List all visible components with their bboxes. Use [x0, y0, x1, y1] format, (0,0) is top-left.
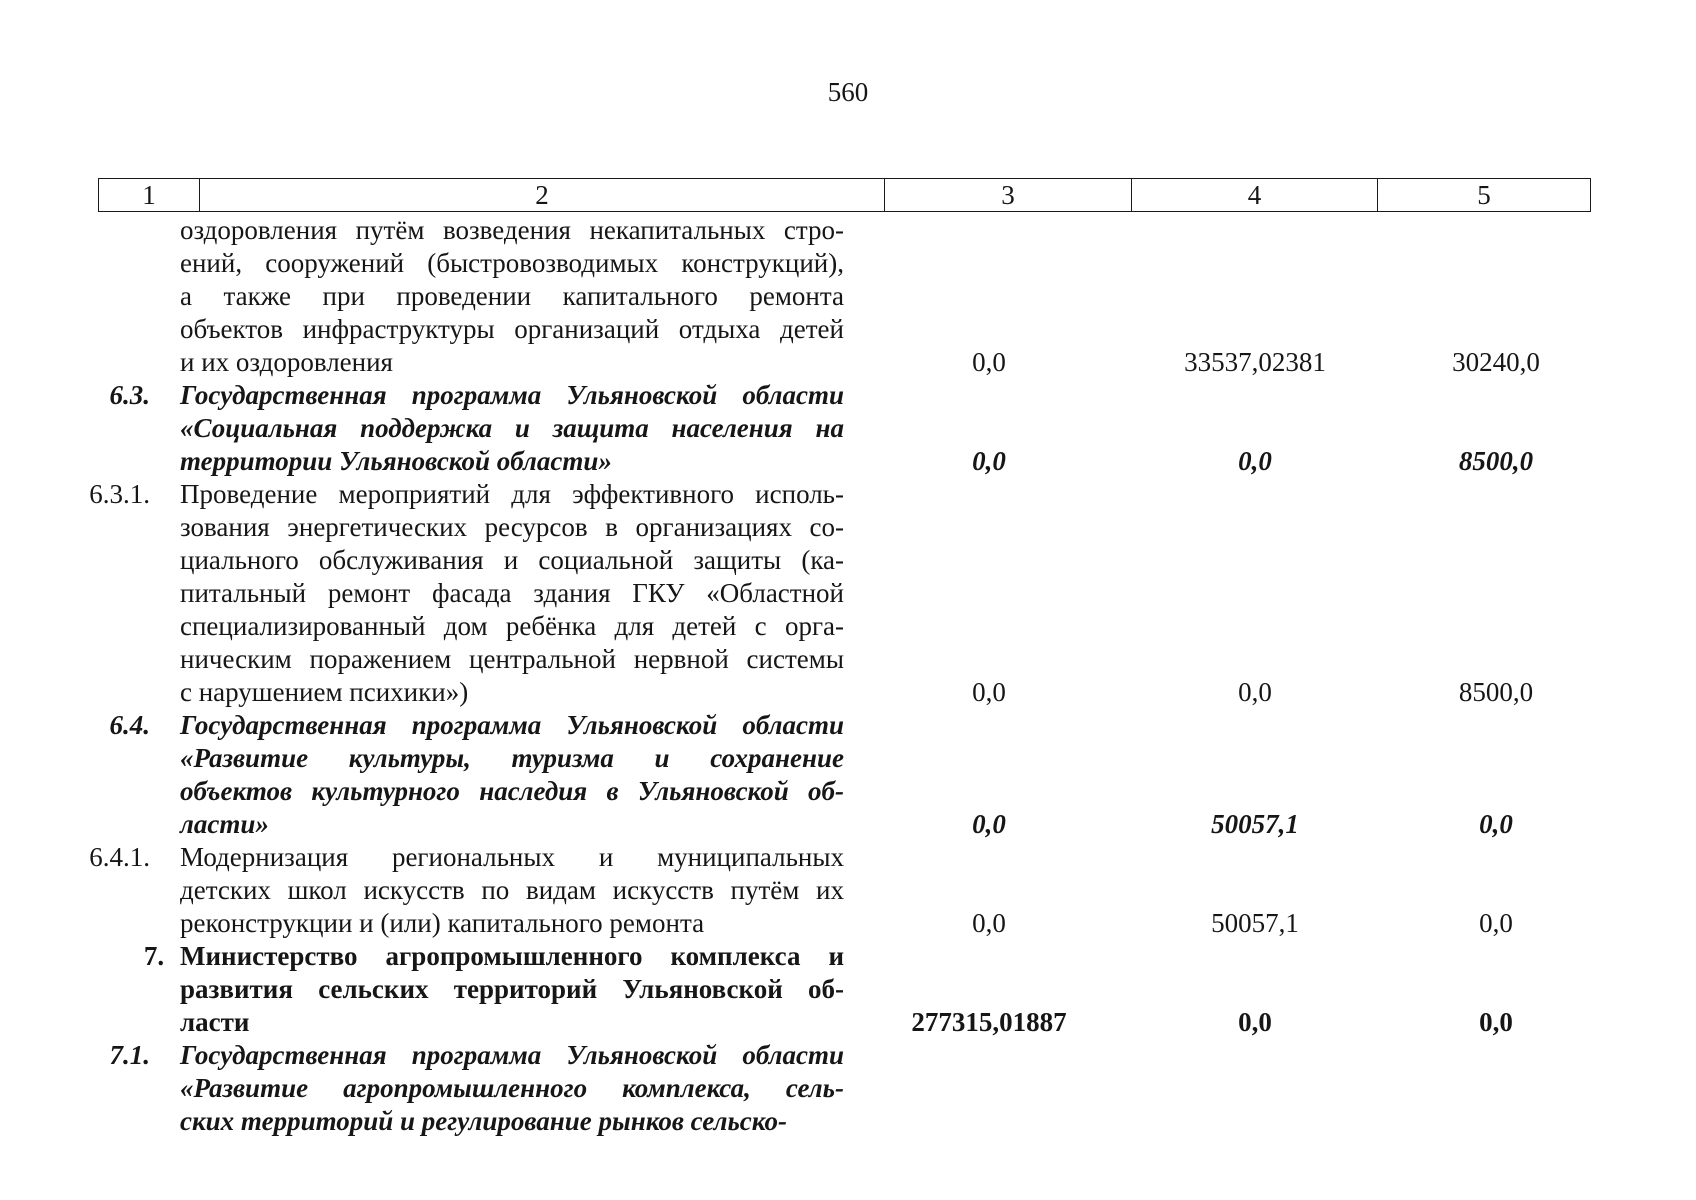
description-line: Государственная программа Ульяновской области	[180, 380, 844, 410]
value-column-5: 0,0	[1479, 1007, 1513, 1037]
table-row	[0, 1039, 1696, 1138]
description-line: а также при проведении капитального ремонта	[180, 281, 844, 311]
row-description	[180, 379, 844, 478]
description-line: циального обслуживания и социальной защиты (ка-	[180, 545, 844, 575]
column-header-5: 5	[1378, 179, 1591, 212]
row-number: 6.3.1.	[89, 479, 150, 509]
value-column-3: 0,0	[972, 446, 1006, 476]
column-header-2: 2	[200, 179, 885, 212]
page-number: 560	[827, 77, 869, 107]
description-line: специализированный дом ребёнка для детей с орга-	[180, 611, 844, 641]
column-header-table	[98, 178, 1591, 212]
row-number: 6.4.	[109, 710, 150, 740]
value-column-4: 50057,1	[1211, 809, 1299, 839]
value-column-3: 0,0	[972, 347, 1006, 377]
description-line: Министерство агропромышленного комплекса и	[180, 941, 844, 971]
description-line: «Развитие агропромышленного комплекса, сель-	[180, 1073, 844, 1103]
description-line: ских территорий и регулирование рынков сельско-	[180, 1106, 787, 1136]
row-description	[180, 709, 844, 841]
value-column-3: 0,0	[972, 908, 1006, 938]
description-line: ласти»	[180, 809, 269, 839]
description-line: объектов культурного наследия в Ульяновской об-	[180, 776, 844, 806]
table-row	[0, 379, 1696, 478]
description-line: ласти	[180, 1007, 250, 1037]
description-line: оздоровления путём возведения некапитальных стро-	[180, 215, 844, 245]
row-number: 7.	[143, 941, 165, 971]
row-description	[180, 1039, 844, 1138]
description-line: развития сельских территорий Ульяновской об-	[180, 974, 844, 1004]
description-line: «Социальная поддержка и защита населения на	[180, 413, 844, 443]
description-line: детских школ искусств по видам искусств путём их	[180, 875, 844, 905]
value-column-3: 277315,01887	[911, 1007, 1067, 1037]
row-number: 6.4.1.	[89, 842, 150, 872]
value-column-5: 8500,0	[1458, 446, 1534, 476]
description-line: питальный ремонт фасада здания ГКУ «Областной	[180, 578, 844, 608]
table-row	[0, 478, 1696, 709]
value-column-4: 50057,1	[1211, 908, 1299, 938]
table-row	[0, 709, 1696, 841]
column-header-4: 4	[1132, 179, 1378, 212]
description-line: и их оздоровления	[180, 347, 393, 377]
value-column-4: 33537,02381	[1184, 347, 1326, 377]
row-number: 7.1.	[109, 1040, 150, 1070]
table-row	[0, 214, 1696, 379]
column-header-row	[99, 179, 1591, 212]
description-line: с нарушением психики»)	[180, 677, 469, 707]
table-row	[0, 841, 1696, 940]
description-line: территории Ульяновской области»	[180, 446, 612, 476]
value-column-3: 0,0	[972, 809, 1006, 839]
row-description	[180, 214, 844, 379]
value-column-5: 30240,0	[1452, 347, 1540, 377]
description-line: «Развитие культуры, туризма и сохранение	[180, 743, 844, 773]
value-column-4: 0,0	[1238, 446, 1272, 476]
description-line: Проведение мероприятий для эффективного исполь-	[180, 479, 844, 509]
description-line: объектов инфраструктуры организаций отдыха детей	[180, 314, 844, 344]
row-description	[180, 478, 844, 709]
description-line: Государственная программа Ульяновской области	[180, 1040, 844, 1070]
value-column-4: 0,0	[1238, 1007, 1272, 1037]
row-number: 6.3.	[109, 380, 150, 410]
description-line: зования энергетических ресурсов в организациях со-	[180, 512, 844, 542]
description-line: Государственная программа Ульяновской области	[180, 710, 844, 740]
column-header-3: 3	[885, 179, 1132, 212]
value-column-4: 0,0	[1238, 677, 1272, 707]
description-line: ений, сооружений (быстровозводимых конструкций),	[180, 248, 844, 278]
row-description	[180, 841, 844, 940]
description-line: Модернизация региональных и муниципальных	[180, 842, 844, 872]
row-description	[180, 940, 844, 1039]
value-column-5: 8500,0	[1458, 677, 1534, 707]
table-row	[0, 940, 1696, 1039]
value-column-5: 0,0	[1479, 908, 1513, 938]
budget-table-body	[0, 214, 1696, 1138]
description-line: реконструкции и (или) капитального ремонта	[180, 908, 705, 938]
value-column-5: 0,0	[1479, 809, 1513, 839]
description-line: ническим поражением центральной нервной системы	[180, 644, 844, 674]
value-column-3: 0,0	[972, 677, 1006, 707]
column-header-1: 1	[99, 179, 200, 212]
